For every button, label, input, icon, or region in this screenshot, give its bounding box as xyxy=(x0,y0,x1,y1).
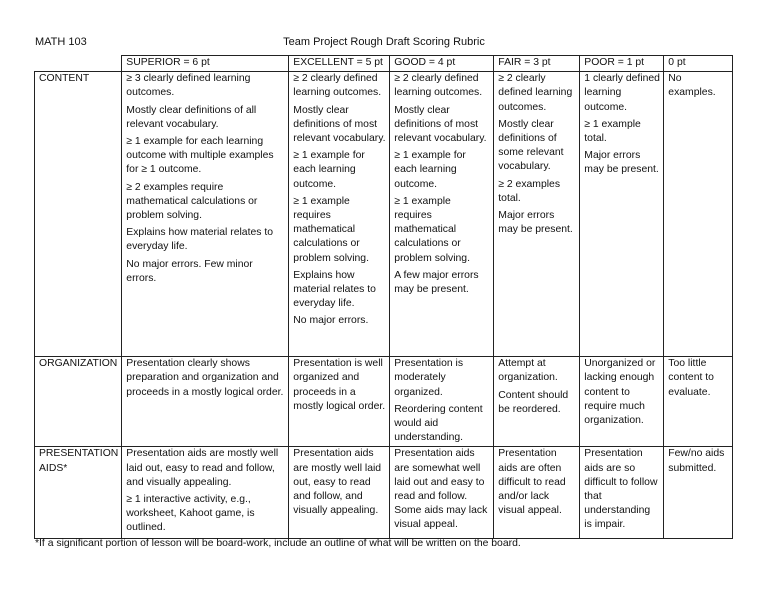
column-header: FAIR = 3 pt xyxy=(494,56,580,72)
criterion-text: ≥ 1 example for each learning outcome with multiple examples for ≥ 1 outcome. xyxy=(126,136,274,176)
column-header: SUPERIOR = 6 pt xyxy=(122,56,289,72)
rubric-cell xyxy=(289,357,390,447)
rubric-cell xyxy=(494,357,580,447)
criterion-text: ≥ 1 interactive activity, e.g., worksheet, Kahoot game, is outlined. xyxy=(126,494,255,534)
rubric-cell xyxy=(390,357,494,447)
rubric-cell xyxy=(664,447,733,539)
rubric-cell xyxy=(580,447,664,539)
criterion-text: No major errors. xyxy=(293,315,369,327)
rubric-cell xyxy=(122,447,289,539)
header-row xyxy=(35,56,733,72)
rubric-cell xyxy=(289,447,390,539)
criterion-text: ≥ 1 example requires mathematical calculations or problem solving. xyxy=(293,195,369,264)
rubric-cell xyxy=(390,72,494,357)
criterion-text: Explains how material relates to everyday life. xyxy=(126,227,273,253)
criterion-text: Major errors may be present. xyxy=(584,150,659,176)
criterion-text: Explains how material relates to everyday life. xyxy=(293,269,376,310)
criterion-text: Presentation aids are so difficult to follow that understanding is impair. xyxy=(584,448,658,531)
page-title: Team Project Rough Draft Scoring Rubric xyxy=(283,36,485,48)
rubric-cell xyxy=(122,72,289,357)
rubric-cell xyxy=(580,357,664,447)
rubric-row-organization xyxy=(35,357,733,447)
criterion-text: 1 clearly defined learning outcome. xyxy=(584,73,660,113)
criterion-text: No examples. xyxy=(668,73,716,99)
footnote: *If a significant portion of lesson will be board-work, include an outline of what will be written on the board. xyxy=(35,538,521,549)
criterion-text: Presentation aids are mostly well laid out, easy to read and follow, and visually appealing. xyxy=(126,448,279,488)
criterion-text: Mostly clear definitions of some relevant vocabulary. xyxy=(498,118,564,173)
rubric-cell xyxy=(664,357,733,447)
criterion-text: ≥ 2 clearly defined learning outcomes. xyxy=(498,73,573,113)
criterion-text: Presentation clearly shows preparation and organization and proceeds in a mostly logical order. xyxy=(126,358,284,398)
rubric-cell xyxy=(390,447,494,539)
criterion-label: PRESENTATION AIDS* xyxy=(35,447,122,539)
criterion-text: Presentation aids are somewhat well laid out and easy to read and follow. Some aids may lack visual appeal. xyxy=(394,448,488,531)
criterion-text: Presentation is well organized and proceeds in a mostly logical order. xyxy=(293,358,386,412)
criterion-text: ≥ 1 example for each learning outcome. xyxy=(394,150,466,190)
criterion-text: Too little content to evaluate. xyxy=(668,358,714,398)
criterion-text: No major errors. Few minor errors. xyxy=(126,258,253,284)
criterion-text: Mostly clear definitions of most relevant vocabulary. xyxy=(394,104,487,145)
column-header: 0 pt xyxy=(664,56,733,72)
criterion-text: Major errors may be present. xyxy=(498,210,573,236)
criterion-text: ≥ 1 example requires mathematical calculations or problem solving. xyxy=(394,195,470,264)
criterion-text: ≥ 2 clearly defined learning outcomes. xyxy=(394,73,483,99)
column-header: EXCELLENT = 5 pt xyxy=(289,56,390,72)
criterion-text: Mostly clear definitions of most relevant vocabulary. xyxy=(293,104,386,145)
rubric-cell xyxy=(289,72,390,357)
criterion-text: Presentation aids are often difficult to read and/or lack visual appeal. xyxy=(498,448,566,517)
criterion-text: ≥ 3 clearly defined learning outcomes. xyxy=(126,73,251,99)
rubric-cell xyxy=(494,72,580,357)
criterion-text: A few major errors may be present. xyxy=(394,269,479,296)
corner-cell xyxy=(35,56,122,72)
rubric-cell xyxy=(122,357,289,447)
criterion-text: Unorganized or lacking enough content to require much organization. xyxy=(584,358,656,427)
criterion-text: ≥ 2 examples require mathematical calculations or problem solving. xyxy=(126,181,258,222)
rubric-cell xyxy=(580,72,664,357)
course-code: MATH 103 xyxy=(35,36,87,48)
criterion-label: CONTENT xyxy=(35,72,122,357)
criterion-text: Few/no aids submitted. xyxy=(668,448,725,474)
column-header: POOR = 1 pt xyxy=(580,56,664,72)
criterion-text: ≥ 1 example total. xyxy=(584,118,641,145)
criterion-text: Presentation is moderately organized. xyxy=(394,358,464,398)
criterion-text: Reordering content would aid understanding. xyxy=(394,403,483,444)
criterion-label: ORGANIZATION xyxy=(35,357,122,447)
criterion-text: ≥ 2 clearly defined learning outcomes. xyxy=(293,73,382,99)
column-header: GOOD = 4 pt xyxy=(390,56,494,72)
rubric-cell xyxy=(494,447,580,539)
criterion-text: ≥ 1 example for each learning outcome. xyxy=(293,150,365,190)
criterion-text: Attempt at organization. xyxy=(498,358,558,384)
criterion-text: Mostly clear definitions of all relevant vocabulary. xyxy=(126,104,257,130)
rubric-row-content xyxy=(35,72,733,357)
criterion-text: Presentation aids are mostly well laid out, easy to read and follow, and visually appealing. xyxy=(293,448,382,517)
rubric-cell xyxy=(664,72,733,357)
rubric-row-presentation-aids xyxy=(35,447,733,539)
criterion-text: Content should be reordered. xyxy=(498,389,569,415)
criterion-text: ≥ 2 examples total. xyxy=(498,178,561,204)
rubric-table xyxy=(34,55,733,539)
